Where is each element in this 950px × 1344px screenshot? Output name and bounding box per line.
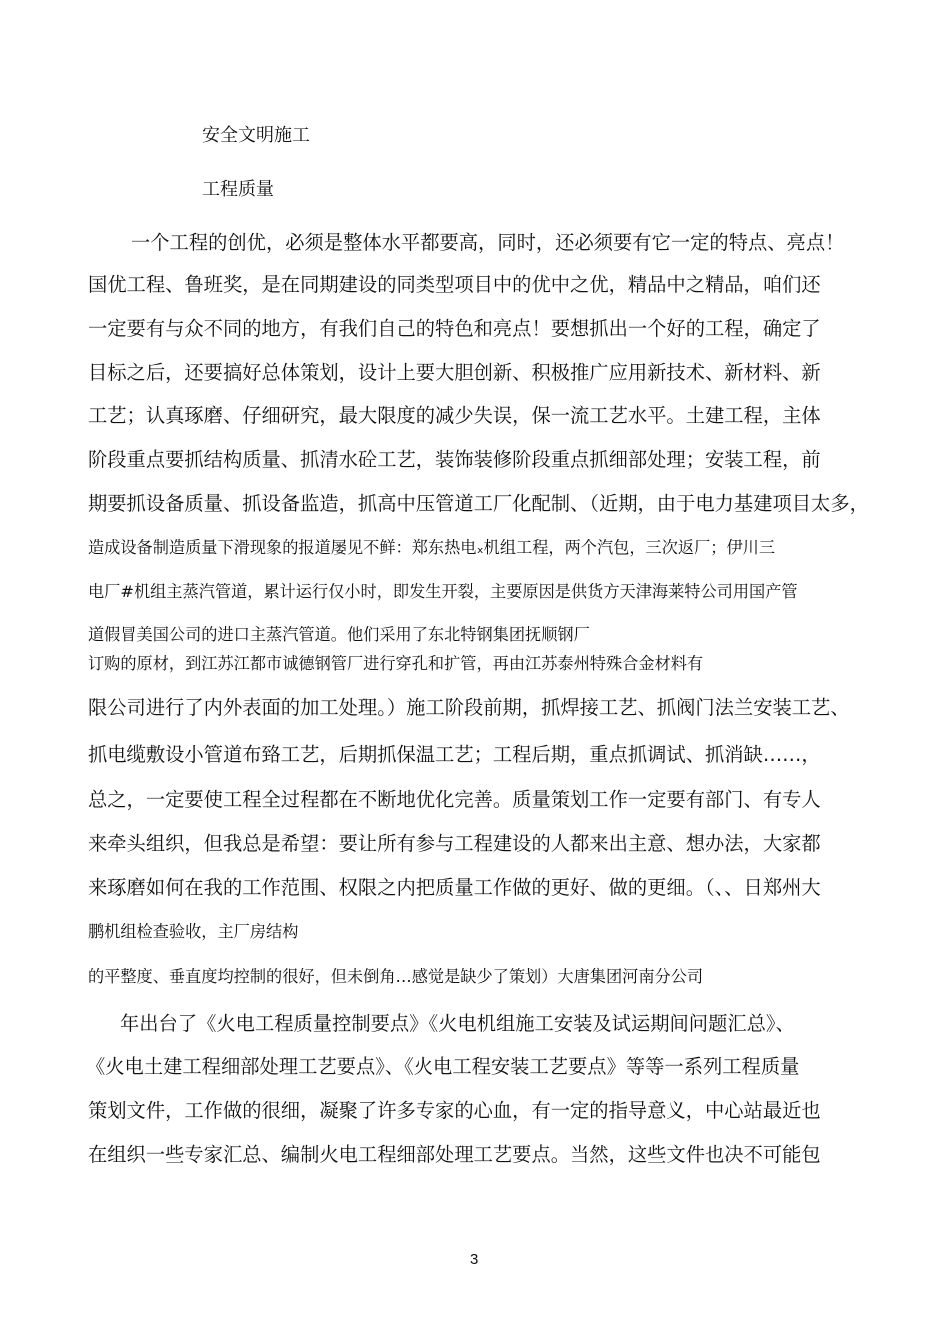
- body-line: 来琢磨如何在我的工作范围、权限之内把质量工作做的更好、做的更细。（、、日郑州大: [88, 876, 821, 899]
- body-line: 限公司进行了内外表面的加工处理。）施工阶段前期，抓焊接工艺、抓阀门法兰安装工艺、: [88, 696, 850, 719]
- body-line: 《火电土建工程细部处理工艺要点》、《火电工程安装工艺要点》等等一系列工程质量: [86, 1055, 800, 1078]
- body-line: 订购的原材，到江苏江都市诚德钢管厂进行穿孔和扩管，再由江苏泰州特殊合金材料有: [88, 654, 704, 673]
- body-line: 来牵头组织，但我总是希望：要让所有参与工程建设的人都来出主意、想办法，大家都: [88, 832, 821, 855]
- body-line: 阶段重点要抓结构质量、抓清水砼工艺，装饰装修阶段重点抓细部处理；安装工程，前: [88, 448, 821, 471]
- body-line: 在组织一些专家汇总、编制火电工程细部处理工艺要点。当然，这些文件也决不可能包: [88, 1143, 821, 1166]
- body-line: 工艺；认真琢磨、仔细研究，最大限度的减少失误，保一流工艺水平。土建工程，主体: [88, 404, 821, 427]
- body-line: 总之，一定要使工程全过程都在不断地优化完善。质量策划工作一定要有部门、有专人: [88, 788, 821, 811]
- body-line: 期要抓设备质量、抓设备监造，抓高中压管道工厂化配制、（近期，由于电力基建项目太多，: [88, 492, 869, 515]
- body-line: 抓电缆敷设小管道布臵工艺，后期抓保温工艺；工程后期，重点抓调试、抓消缺……，: [88, 743, 821, 766]
- heading-quality: 工程质量: [202, 179, 274, 200]
- body-line: 年出台了《火电工程质量控制要点》《火电机组施工安装及试运期间问题汇总》、: [120, 1012, 795, 1035]
- body-line: 电厂#机组主蒸汽管道，累计运行仅小时，即发生开裂，主要原因是供货方天津海莱特公司用国产管: [88, 582, 798, 601]
- body-line: 目标之后，还要搞好总体策划，设计上要大胆创新、积极推广应用新技术、新材料、新: [88, 361, 821, 384]
- page-number: 3: [470, 1251, 479, 1268]
- body-line: 一定要有与众不同的地方，有我们自己的特色和亮点！要想抓出一个好的工程，确定了: [88, 317, 821, 340]
- body-line: 一个工程的创优，必须是整体水平都要高，同时，还必须要有它一定的特点、亮点！: [131, 231, 845, 254]
- body-line: 造成设备制造质量下滑现象的报道屡见不鲜：郑东热电ₓ机组工程，两个汽包，三次返厂；伊川三: [88, 538, 776, 557]
- heading-safety: 安全文明施工: [202, 125, 310, 146]
- body-line: 国优工程、鲁班奖，是在同期建设的同类型项目中的优中之优，精品中之精品，咱们还: [88, 273, 821, 296]
- body-line: 鹏机组检查验收，主厂房结构: [88, 922, 299, 941]
- body-line: 的平整度、垂直度均控制的很好，但未倒角…感觉是缺少了策划）大唐集团河南分公司: [88, 967, 704, 986]
- body-line: 策划文件，工作做的很细，凝聚了许多专家的心血，有一定的指导意义，中心站最近也: [88, 1099, 821, 1122]
- body-line: 道假冒美国公司的进口主蒸汽管道。他们采用了东北特钢集团抚顺钢厂: [88, 625, 590, 644]
